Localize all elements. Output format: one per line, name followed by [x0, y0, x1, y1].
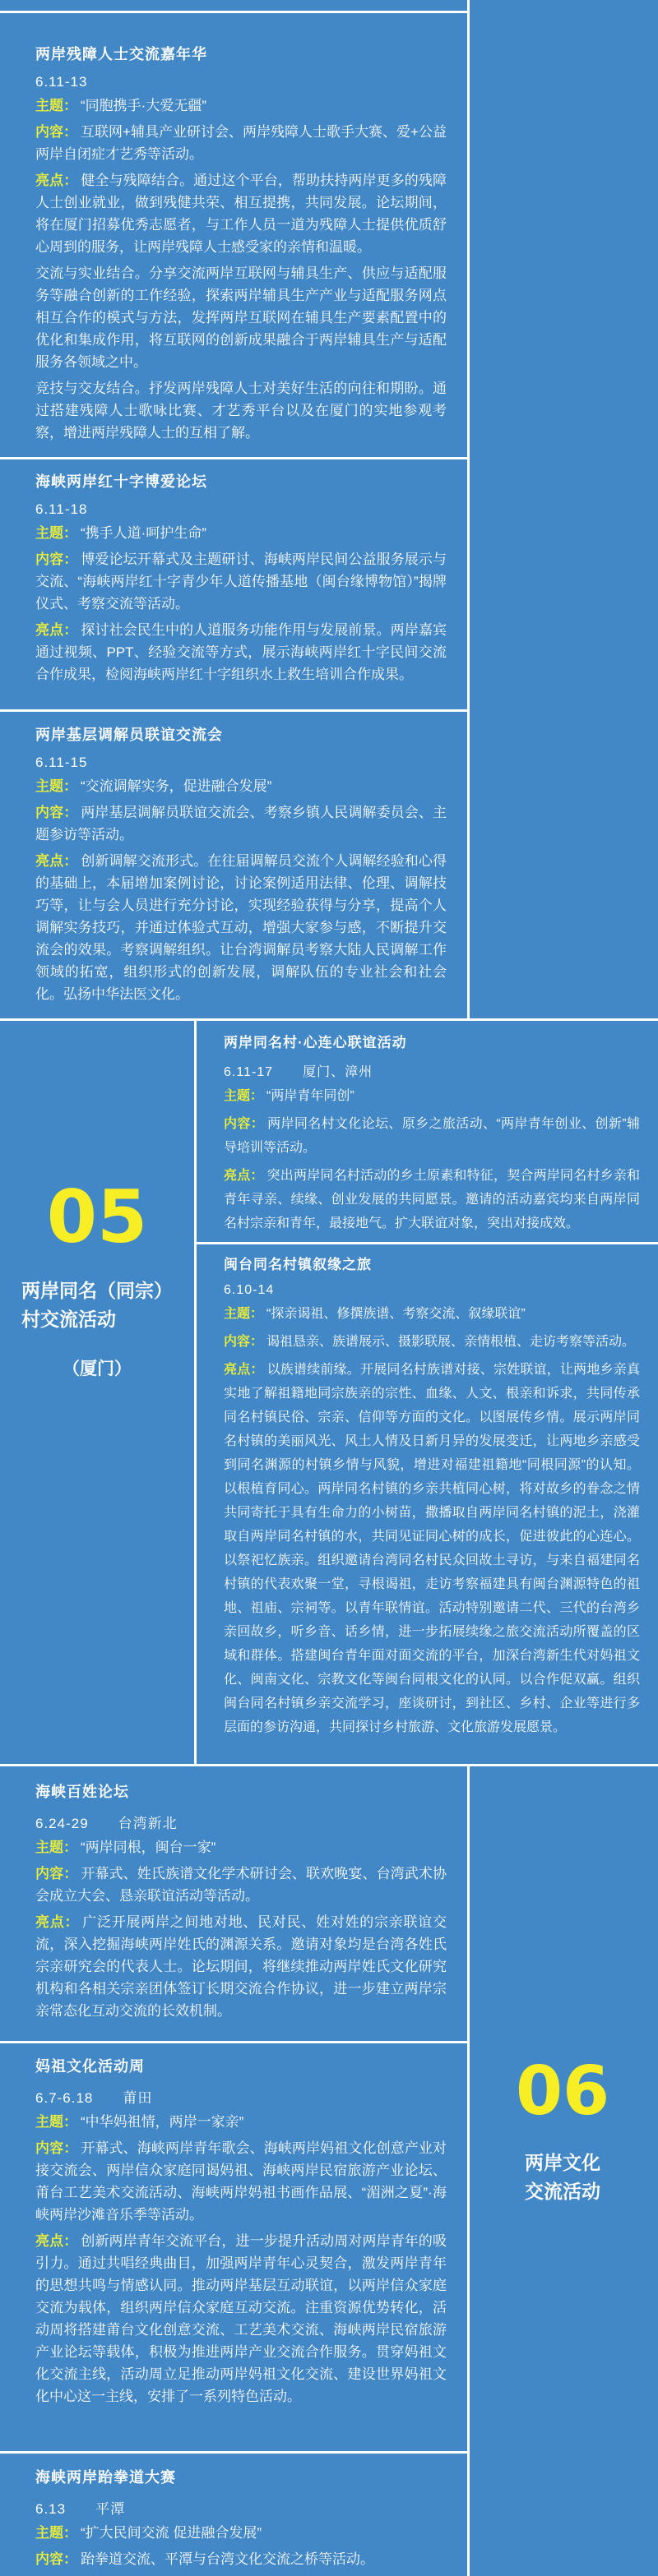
vertical-rule-middle: [194, 1018, 197, 1764]
divider-event2-event3: [0, 709, 468, 712]
event-highlight: 亮点： 健全与残障结合。通过这个平台，帮助扶持两岸更多的残障人士创业就业，做到残健共荣、相互提携，共同发展。论坛期间，将在厦门招募优秀志愿者，与工作人员一道为残障人士提供优质舒心周到的服务，让两岸残障人士感受家的亲情和温暖。: [35, 173, 447, 255]
event-content: 内容： 开幕式、海峡两岸青年歌会、海峡两岸妈祖文化创意产业对接交流会、两岸信众家庭同谒妈祖、海峡两岸民宿旅游产业论坛、莆台工艺美术交流活动、海峡两岸妈祖书画作品展、“湄洲之夏”·海峡两岸沙滩音乐季等活动。: [35, 2140, 447, 2223]
event-location: 莆田: [123, 2090, 153, 2106]
section-05-title: [21, 1276, 173, 1334]
content-label: 内容：: [35, 124, 78, 140]
event-theme: 主题： “扩大民间交流 促进融合发展”: [35, 2525, 262, 2541]
divider-event7-event8: [0, 2451, 468, 2454]
event-highlight: 亮点： 创新两岸青年交流平台，进一步提升活动周对两岸青年的吸引力。通过共唱经典曲目，加强两岸青年心灵契合，激发两岸青年的思想共鸣与情感认同。推动两岸基层互动联谊，以两岸信众家庭交流为载体，组织两岸信众家庭互动交流。注重资源优势转化，活动周将搭建莆台文化创意交流、工艺美术交流、海峡两岸民宿旅游产业论坛等载体，积极为推进两岸产业交流合作服务。贯穿妈祖文化交流主线，活动周立足推动两岸妈祖文化交流、建设世界妈祖文化中心这一主线，安排了一系列特色活动。: [35, 2233, 447, 2404]
event-content: 内容： 互联网+辅具产业研讨会、两岸残障人士歌手大赛、爱+公益两岸自闭症才艺秀等活动。: [35, 124, 447, 162]
section-05-subtitle: （厦门）: [63, 1360, 132, 1378]
theme-label: 主题：: [35, 525, 77, 541]
event-date: 6.10-14: [224, 1283, 275, 1297]
section-06-title-line2: 交流活动: [525, 2181, 600, 2202]
event-block-mazu-culture-week: [35, 2055, 447, 2407]
theme-label: 主题：: [224, 1307, 264, 1321]
event-title: 海峡两岸跆拳道大赛: [35, 2469, 176, 2486]
event-theme: 主题： “探亲谒祖、修撰族谱、考察交流、叙缘联谊”: [224, 1307, 526, 1321]
theme-label: 主题：: [35, 778, 77, 794]
highlight-label: 亮点：: [35, 2233, 78, 2249]
highlight-label: 亮点：: [35, 173, 78, 188]
theme-label: 主题：: [35, 1840, 77, 1855]
content-label: 内容：: [224, 1117, 265, 1131]
event-content: 内容： 两岸同名村文化论坛、原乡之旅活动、“两岸青年创业、创新”辅导培训等活动。: [224, 1117, 640, 1155]
highlight-label: 亮点：: [224, 1169, 264, 1183]
event-date: 6.11-13: [35, 74, 88, 90]
event-location: 平潭: [95, 2501, 126, 2517]
event-block-disabled-carnival: [35, 43, 447, 444]
event-location: 厦门、漳州: [303, 1065, 373, 1079]
content-label: 内容：: [35, 552, 78, 567]
event-highlight: 亮点： 创新调解交流形式。在往届调解员交流个人调解经验和心得的基础上，本届增加案例讨论，讨论案例适用法律、伦理、调解技巧等，让与会人员进行充分讨论，实现经验获得与分享，提高个人调解实务技巧，并通过体验式互动，增强大家参与感，不断提升交流会的效果。考察调解组织。让台湾调解员考察大陆人民调解工作领域的拓宽，组织形式的创新发展，调解队伍的专业社会和社会化。弘扬中华法医文化。: [35, 853, 447, 1002]
event-location: 台湾新北: [118, 1816, 178, 1831]
section-number-06: 06: [515, 2052, 610, 2131]
event-title: 两岸残障人士交流嘉年华: [35, 46, 207, 62]
theme-label: 主题：: [224, 1089, 264, 1103]
section-06-title-line1: 两岸文化: [525, 2152, 600, 2173]
event-theme: 主题： “中华妈祖情，两岸一家亲”: [35, 2114, 244, 2130]
divider-event1-event2: [0, 457, 468, 459]
divider-top: [0, 11, 468, 13]
event-block-redcross-forum: [35, 470, 447, 686]
content-label: 内容：: [35, 2551, 77, 2567]
content-label: 内容：: [35, 805, 78, 820]
content-label: 内容：: [35, 1866, 78, 1881]
event-theme: 主题： “同胞携手·大爱无疆”: [35, 98, 206, 113]
theme-label: 主题：: [35, 2525, 77, 2541]
section-05-label: [0, 1018, 194, 1764]
section-05-title-line1: 两岸同名（同宗）: [21, 1280, 173, 1301]
event-title: 妈祖文化活动周: [35, 2058, 145, 2075]
divider-event4-event5: [194, 1242, 658, 1244]
event-date: 6.13 平潭: [35, 2501, 126, 2517]
event-date: 6.11-15: [35, 755, 88, 770]
vertical-rule-top: [467, 0, 470, 1018]
event-title: 闽台同名村镇叙缘之旅: [224, 1257, 372, 1272]
divider-event6-event7: [0, 2041, 468, 2043]
event-content: 内容： 开幕式、姓氏族谱文化学术研讨会、联欢晚宴、台湾武术协会成立大会、恳亲联谊活动等活动。: [35, 1866, 447, 1904]
event-title: 海峡两岸红十字博爱论坛: [35, 473, 207, 490]
event-title: 海峡百姓论坛: [35, 1784, 129, 1800]
highlight-label: 亮点：: [224, 1363, 264, 1377]
theme-label: 主题：: [35, 2114, 77, 2130]
event-theme: 主题： “两岸同根，闽台一家”: [35, 1840, 216, 1855]
event-content: 内容： 两岸基层调解员联谊交流会、考察乡镇人民调解委员会、主题参访等活动。: [35, 805, 447, 843]
event-highlight: 竞技与交友结合。抒发两岸残障人士对美好生活的向往和期盼。通过搭建残障人士歌咏比赛、才艺秀平台以及在厦门的实地参观考察，增进两岸残障人士的互相了解。: [35, 381, 447, 441]
event-date: 6.11-17 厦门、漳州: [224, 1065, 373, 1079]
section-05-title-line2: 村交流活动: [21, 1309, 116, 1330]
event-highlight: 亮点： 探讨社会民生中的人道服务功能作用与发展前景。两岸嘉宾通过视频、PPT、经验交流等方式，展示海峡两岸红十字民间交流合作成果，检阅海峡两岸红十字组织水上救生培训合作成果。: [35, 622, 447, 682]
event-title: 两岸同名村·心连心联谊活动: [224, 1035, 407, 1050]
highlight-label: 亮点：: [35, 853, 78, 869]
event-highlight: 亮点： 突出两岸同名村活动的乡土原素和特征，契合两岸同名村乡亲和青年寻亲、续缘、创业发展的共同愿景。邀请的活动嘉宾均来自两岸同名村宗亲和青年，最接地气。扩大联谊对象，突出对接成效。: [224, 1169, 640, 1230]
event-title: 两岸基层调解员联谊交流会: [35, 727, 223, 743]
event-date: 6.11-18: [35, 501, 88, 517]
event-date: 6.24-29 台湾新北: [35, 1816, 178, 1831]
section-06-title: [525, 2149, 600, 2206]
section-number-05: 05: [46, 1175, 148, 1259]
content-label: 内容：: [35, 2140, 78, 2156]
highlight-label: 亮点：: [35, 1914, 80, 1930]
event-content: 内容： 跆拳道交流、平潭与台湾文化交流之桥等活动。: [35, 2551, 374, 2567]
theme-label: 主题：: [35, 98, 77, 113]
event-block-samename-village: [224, 1031, 640, 1235]
event-block-mintai-village-tour: [224, 1253, 640, 1739]
content-label: 内容：: [224, 1335, 264, 1349]
event-content: 内容： 博爱论坛开幕式及主题研讨、海峡两岸民间公益服务展示与交流、“海峡两岸红十字青少年人道传播基地（闽台缘博物馆）”揭牌仪式、考察交流等活动。: [35, 552, 447, 612]
event-highlight: 亮点： 广泛开展两岸之间地对地、民对民、姓对姓的宗亲联谊交流，深入挖掘海峡两岸姓氏的渊源关系。邀请对象均是台湾各姓氏宗亲研究会的代表人士。论坛期间，将继续推动两岸姓氏文化研究机构和各相关宗亲团体签订长期交流合作协议，进一步建立两岸宗亲常态化互动交流的长效机制。: [35, 1914, 447, 2019]
event-theme: 主题： “两岸青年同创”: [224, 1089, 354, 1103]
event-date: 6.7-6.18 莆田: [35, 2090, 153, 2106]
event-theme: 主题： “交流调解实务，促进融合发展”: [35, 778, 272, 794]
event-content: 内容： 谒祖恳亲、族谱展示、摄影联展、亲情根植、走访考察等活动。: [224, 1335, 636, 1349]
event-block-mediators-meeting: [35, 723, 447, 1005]
event-highlight: 交流与实业结合。分享交流两岸互联网与辅具生产、供应与适配服务等融合创新的工作经验，探索两岸辅具生产产业与适配服务网点相互合作的模式与方法，发挥两岸互联网在辅具生产要素配置中的优化和集成作用，将互联网的创新成果融合于两岸辅具生产与适配服务各领域之中。: [35, 265, 447, 370]
event-block-baixing-forum: [35, 1780, 447, 2022]
event-block-taekwondo-contest: [35, 2466, 447, 2570]
section-06-label: [467, 1764, 658, 2576]
event-theme: 主题： “携手人道·呵护生命”: [35, 525, 206, 541]
event-highlight: 亮点： 以族谱续前缘。开展同名村族谱对接、宗姓联谊，让两地乡亲真实地了解祖籍地同宗族亲的宗性、血缘、人文、根亲和诉求，共同传承同名村镇民俗、宗亲、信仰等方面的文化。以图展传乡情。展示两岸同名村镇的美丽风光、风土人情及日新月异的发展变迁，让两地乡亲感受到同名渊源的村镇乡情与风貌，增进对福建祖籍地“同根同源”的认知。以根植育同心。两岸同名村镇的乡亲共植同心树，将对故乡的眷念之情共同寄托于具有生命力的小树苗，撒播取自两岸同名村镇的泥土，浇灌取自两岸同名村镇的水，共同见证同心树的成长，促进彼此的心连心。以祭祀忆族亲。组织邀请台湾同名村民众回故土寻访，与来自福建同名村镇的代表欢聚一堂，寻根谒祖，走访考察福建具有闽台渊源特色的祖地、祖庙、宗祠等。以青年联情谊。活动特别邀请二代、三代的台湾乡亲回故乡，听乡音、话乡情，进一步拓展续缘之旅交流活动所覆盖的区域和群体。搭建闽台青年面对面交流的平台，加深台湾新生代对妈祖文化、闽南文化、宗教文化等闽台同根文化的认同。以合作促双赢。组织闽台同名村镇乡亲交流学习，座谈研讨，到社区、乡村、企业等进行多层面的参访沟通，共同探讨乡村旅游、文化旅游发展愿景。: [224, 1363, 640, 1734]
highlight-label: 亮点：: [35, 622, 78, 638]
